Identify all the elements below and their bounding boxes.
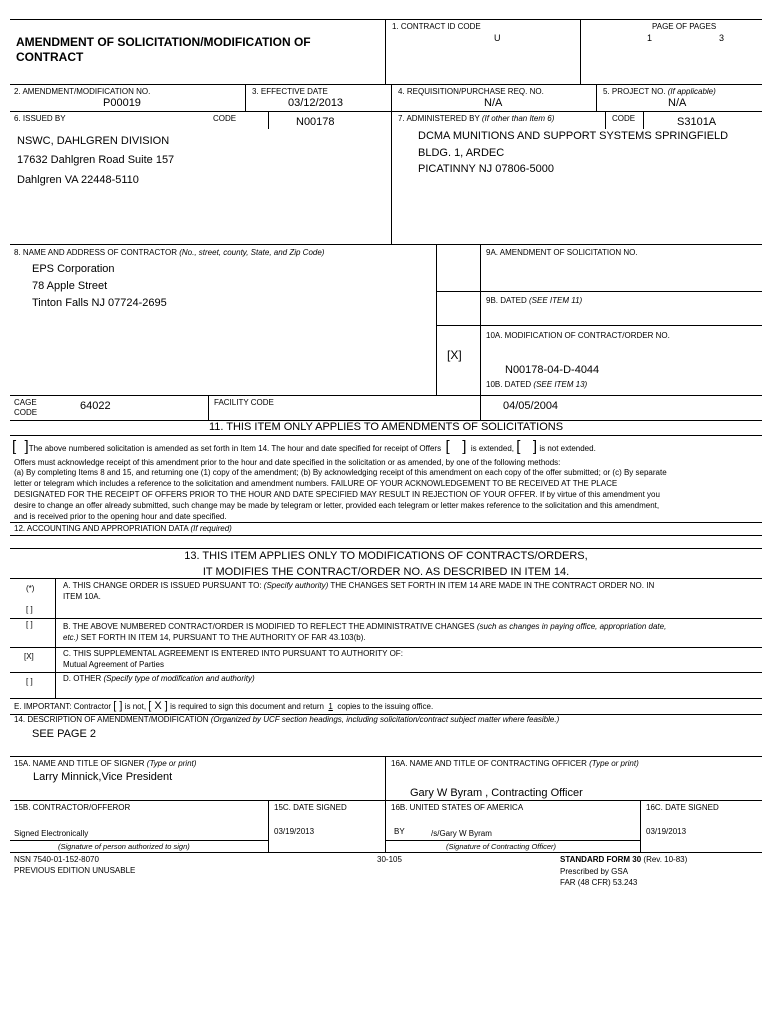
admin-changes-text: B. THE ABOVE NUMBERED CONTRACT/ORDER IS MODIFIED TO REFLECT THE ADMINISTRATIVE CHANGES (such as changes in paying office, appropriation date, xyxy=(63,622,667,631)
item11-heading: 11. THIS ITEM ONLY APPLIES TO AMENDMENTS OF SOLICITATIONS xyxy=(208,421,564,433)
offers-not-extended-checkbox[interactable]: [ ] xyxy=(516,438,538,455)
by-label: BY xyxy=(394,827,405,836)
united-states-label: 16B. UNITED STATES OF AMERICA xyxy=(391,803,524,812)
far-reference: FAR (48 CFR) 53.243 xyxy=(560,878,638,887)
offers-extended-checkbox[interactable]: [ ] xyxy=(445,438,467,455)
contract-id-label: 1. CONTRACT ID CODE xyxy=(392,22,481,31)
supplemental-agreement-checkbox[interactable]: [X] xyxy=(24,652,34,661)
amendment-no-value: P00019 xyxy=(103,97,141,109)
order-dated-label: 10B. DATED (SEE ITEM 13) xyxy=(486,380,588,389)
administered-by-label: 7. ADMINISTERED BY (If other than Item 6) xyxy=(398,114,555,123)
change-order-checkbox[interactable]: [ ] xyxy=(26,605,33,614)
officer-signature-caption: (Signature of Contracting Officer) xyxy=(446,842,557,851)
page-of-pages-label: PAGE OF PAGES xyxy=(652,22,717,31)
contractor-street: 78 Apple Street xyxy=(32,280,108,292)
description-label: 14. DESCRIPTION OF AMENDMENT/MODIFICATION (Organized by UCF section headings, including solicitation/contract subject matter where feasible.) xyxy=(14,715,560,724)
form-title-line-1: AMENDMENT OF SOLICITATION/MODIFICATION OF xyxy=(16,35,311,49)
modification-order-check[interactable]: [X] xyxy=(447,348,462,362)
issued-by-code-label: CODE xyxy=(213,114,237,123)
solicitation-dated-label: 9B. DATED (SEE ITEM 11) xyxy=(486,296,583,305)
page-current: 1 xyxy=(647,33,653,43)
item11-body-6: and is received prior to the opening hour and date specified. xyxy=(14,512,227,521)
item11-body-1: Offers must acknowledge receipt of this amendment prior to the hour and date specified in the solicitation or as amended, by one of the following methods: xyxy=(14,458,561,467)
description-value: SEE PAGE 2 xyxy=(32,728,96,740)
important-line: E. IMPORTANT: Contractor [ ] is not, [ X ] is required to sign this document and return 1 copies to the issuing office. xyxy=(14,700,434,712)
admin-changes-checkbox[interactable]: [ ] xyxy=(26,620,33,629)
contractor-offeror-label: 15B. CONTRACTOR/OFFEROR xyxy=(14,803,131,812)
prescribed-by: Prescribed by GSA xyxy=(560,867,629,876)
contract-id-value: U xyxy=(494,33,501,43)
modification-order-no: N00178-04-D-4044 xyxy=(505,364,600,376)
requisition-label: 4. REQUISITION/PURCHASE REQ. NO. xyxy=(398,87,544,96)
issuer-city: Dahlgren VA 22448-5110 xyxy=(17,174,139,186)
standard-form-title: STANDARD FORM 30 (Rev. 10-83) xyxy=(560,855,688,864)
contractor-signature: Signed Electronically xyxy=(14,829,89,838)
contractor-date-label: 15C. DATE SIGNED xyxy=(274,803,347,812)
accounting-data-label: 12. ACCOUNTING AND APPROPRIATION DATA (If required) xyxy=(14,524,232,533)
facility-code-label: FACILITY CODE xyxy=(214,398,274,407)
cage-code: 64022 xyxy=(80,400,111,412)
item11-body-3: letter or telegram which includes a reference to the solicitation and amendment numbers. FAILURE OF YOUR ACKNOWLEDGEMENT TO BE RECEIVED AT THE PLACE xyxy=(14,479,618,488)
previous-edition-note: PREVIOUS EDITION UNUSABLE xyxy=(14,866,136,875)
form-title-line-2: CONTRACT xyxy=(16,50,84,64)
nsn-number: NSN 7540-01-152-8070 xyxy=(14,855,99,864)
item11-body-5: desire to change an offer already submitted, such change may be made by telegram or letter, provided each telegram or letter makes reference to the solicitation and this amendment, xyxy=(14,501,660,510)
cage-label-2: CODE xyxy=(14,408,38,417)
change-order-text-2: ITEM 10A. xyxy=(63,592,101,601)
solicitation-checkbox[interactable]: [ ] xyxy=(12,438,29,455)
supplemental-agreement-text: C. THIS SUPPLEMENTAL AGREEMENT IS ENTERED INTO PURSUANT TO AUTHORITY OF: xyxy=(63,649,403,658)
item11-solicitation-line: [ ]The above numbered solicitation is amended as set forth in Item 14. The hour and date specified for receipt of Offers [ ] is extended, [ ] is not extended. xyxy=(12,438,596,455)
officer-signature: /s/Gary W Byram xyxy=(431,829,492,838)
item13-heading-2: IT MODIFIES THE CONTRACT/ORDER NO. AS DESCRIBED IN ITEM 14. xyxy=(202,566,570,578)
issued-by-code: N00178 xyxy=(296,116,335,128)
other-modification-text: D. OTHER (Specify type of modification and authority) xyxy=(63,674,255,683)
copies-count: 1 xyxy=(328,702,333,711)
officer-date-signed: 03/19/2013 xyxy=(646,827,687,836)
project-no-value: N/A xyxy=(668,97,687,109)
signer-name-value: Larry Minnick,Vice President xyxy=(33,771,173,783)
contractor-signature-caption: (Signature of person authorized to sign) xyxy=(58,842,190,851)
effective-date-value: 03/12/2013 xyxy=(288,97,344,109)
contracting-officer-label: 16A. NAME AND TITLE OF CONTRACTING OFFICER (Type or print) xyxy=(391,759,639,768)
amendment-no-label: 2. AMENDMENT/MODIFICATION NO. xyxy=(14,87,151,96)
project-no-label: 5. PROJECT NO. (If applicable) xyxy=(603,87,716,96)
administrator-building: BLDG. 1, ARDEC xyxy=(418,147,505,159)
page-total: 3 xyxy=(719,33,725,43)
issuer-name: NSWC, DAHLGREN DIVISION xyxy=(17,135,170,147)
item11-body-2: (a) By completing Items 8 and 15, and returning one (1) copy of the amendment; (b) By acknowledging receipt of this amendment on each copy of the offer submitted; or (c) By separate xyxy=(14,468,667,477)
contractor-is-required-checkbox[interactable]: [ X ] xyxy=(148,700,168,712)
item11-body-4: DESIGNATED FOR THE RECEIPT OF OFFERS PRIOR TO THE HOUR AND DATE SPECIFIED MAY RESULT IN REJECTION OF YOUR OFFER. If by virtue of this amendment you xyxy=(14,490,660,499)
other-modification-checkbox[interactable]: [ ] xyxy=(26,677,33,686)
contractor-label: 8. NAME AND ADDRESS OF CONTRACTOR (No., street, county, State, and Zip Code) xyxy=(14,248,325,257)
administrator-name: DCMA MUNITIONS AND SUPPORT SYSTEMS SPRINGFIELD xyxy=(418,130,729,142)
change-order-mark[interactable]: (*) xyxy=(26,584,35,593)
item13-heading-1: 13. THIS ITEM APPLIES ONLY TO MODIFICATIONS OF CONTRACTS/ORDERS, xyxy=(184,550,588,562)
modification-order-label: 10A. MODIFICATION OF CONTRACT/ORDER NO. xyxy=(486,331,670,340)
issuer-street: 17632 Dahlgren Road Suite 157 xyxy=(17,154,175,166)
contractor-is-not-checkbox[interactable]: [ ] xyxy=(113,700,123,712)
cage-label-1: CAGE xyxy=(14,398,37,407)
contracting-officer-value: Gary W Byram , Contracting Officer xyxy=(410,787,583,799)
admin-changes-text-2: etc.) SET FORTH IN ITEM 14, PURSUANT TO THE AUTHORITY OF FAR 43.103(b). xyxy=(63,633,366,642)
issued-by-label: 6. ISSUED BY xyxy=(14,114,66,123)
contractor-name: EPS Corporation xyxy=(32,263,115,275)
signer-name-label: 15A. NAME AND TITLE OF SIGNER (Type or print) xyxy=(14,759,197,768)
officer-date-label: 16C. DATE SIGNED xyxy=(646,803,719,812)
administered-by-code: S3101A xyxy=(677,116,717,128)
form-code: 30-105 xyxy=(377,855,402,864)
administered-by-code-label: CODE xyxy=(612,114,636,123)
requisition-value: N/A xyxy=(484,97,503,109)
contractor-date-signed: 03/19/2013 xyxy=(274,827,315,836)
administrator-city: PICATINNY NJ 07806-5000 xyxy=(418,163,554,175)
order-date: 04/05/2004 xyxy=(503,400,559,412)
effective-date-label: 3. EFFECTIVE DATE xyxy=(252,87,328,96)
supplemental-agreement-authority: Mutual Agreement of Parties xyxy=(63,660,164,669)
change-order-text: A. THIS CHANGE ORDER IS ISSUED PURSUANT TO: (Specify authority) THE CHANGES SET FORTH IN ITEM 14 ARE MADE IN THE CONTRACT ORDER NO. IN xyxy=(63,581,655,590)
contractor-city: Tinton Falls NJ 07724-2695 xyxy=(32,297,167,309)
amendment-solicitation-label: 9A. AMENDMENT OF SOLICITATION NO. xyxy=(486,248,638,257)
